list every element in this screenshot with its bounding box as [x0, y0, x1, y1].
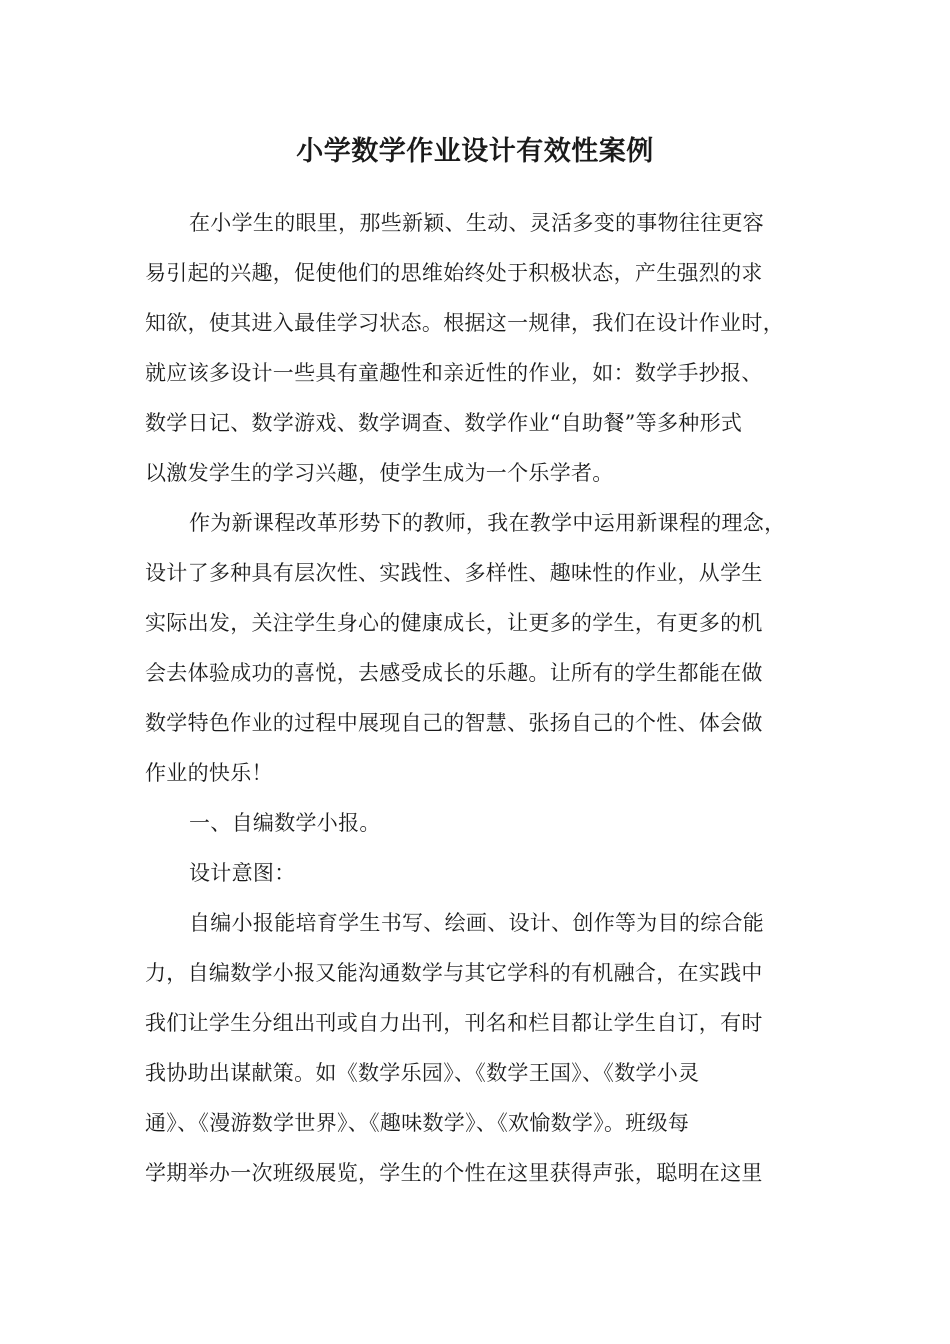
text-line: 在小学生的眼里，那些新颖、生动、灵活多变的事物往往更容: [189, 211, 765, 235]
text-line: 数学日记、数学游戏、数学调查、数学作业“自助餐”等多种形式: [145, 411, 743, 435]
subheading: 设计意图：: [189, 861, 296, 885]
document-title: 小学数学作业设计有效性案例: [296, 136, 654, 167]
text-line: 我协助出谋献策。如《数学乐园》、《数学王国》、《数学小灵: [145, 1061, 700, 1085]
text-line: 就应该多设计一些具有童趣性和亲近性的作业，如：数学手抄报、: [145, 361, 763, 385]
text-line: 以激发学生的学习兴趣，使学生成为一个乐学者。: [145, 461, 614, 485]
text-line: 作业的快乐！: [145, 761, 273, 785]
text-line: 通》、《漫游数学世界》、《趣味数学》、《欢愉数学》。班级每: [145, 1111, 690, 1135]
text-line: 我们让学生分组出刊或自力出刊，刊名和栏目都让学生自订，有时: [145, 1011, 763, 1035]
text-line: 知欲，使其进入最佳学习状态。根据这一规律，我们在设计作业时，: [145, 311, 784, 335]
text-line: 作为新课程改革形势下的教师，我在教学中运用新课程的理念，: [189, 511, 786, 535]
text-line: 会去体验成功的喜悦，去感受成长的乐趣。让所有的学生都能在做: [145, 661, 763, 685]
text-line: 数学特色作业的过程中展现自己的智慧、张扬自己的个性、体会做: [145, 711, 763, 735]
section-heading: 一、自编数学小报。: [189, 811, 381, 835]
text-line: 设计了多种具有层次性、实践性、多样性、趣味性的作业，从学生: [145, 561, 763, 585]
text-line: 学期举办一次班级展览，学生的个性在这里获得声张，聪明在这里: [145, 1161, 763, 1185]
text-line: 力，自编数学小报又能沟通数学与其它学科的有机融合，在实践中: [145, 961, 763, 985]
text-line: 实际出发，关注学生身心的健康成长，让更多的学生，有更多的机: [145, 611, 763, 635]
text-line: 易引起的兴趣，促使他们的思维始终处于积极状态，产生强烈的求: [145, 261, 763, 285]
text-line: 自编小报能培育学生书写、绘画、设计、创作等为目的综合能: [189, 911, 765, 935]
